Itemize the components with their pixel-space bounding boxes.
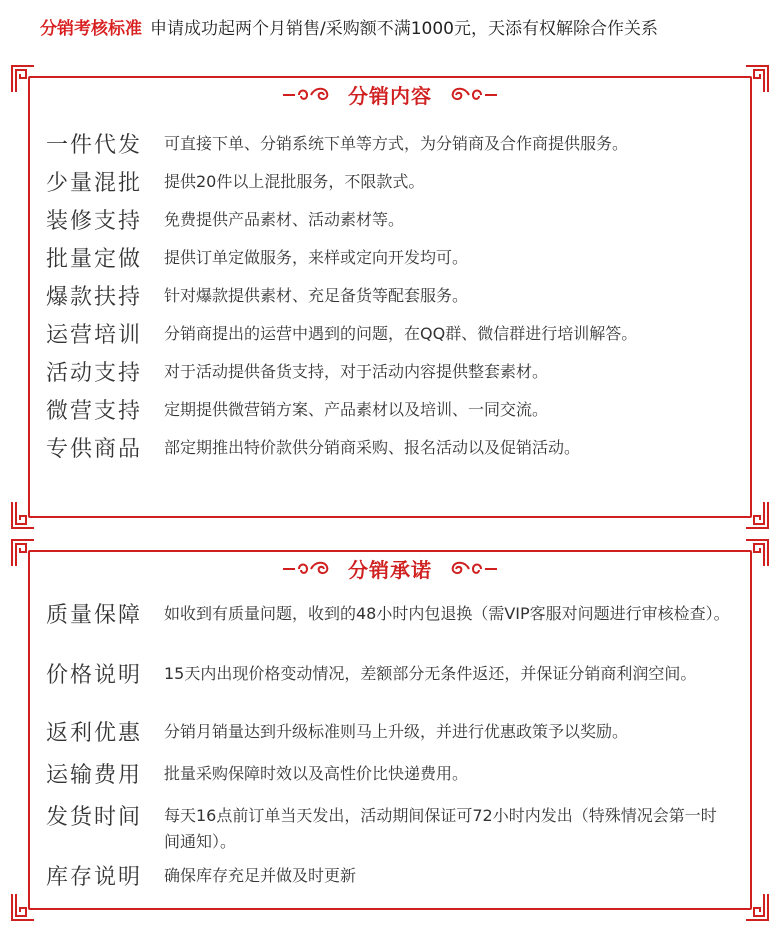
item-value: 每天16点前订单当天发出，活动期间保证可72小时内发出（特殊情况会第一时间通知）。 — [164, 806, 717, 851]
corner-ornament-icon — [10, 894, 40, 924]
item-value: 15天内出现价格变动情况，差额部分无条件返还，并保证分销商利润空间。 — [164, 664, 697, 683]
item-value: 分销商提出的运营中遇到的问题，在QQ群、微信群进行培训解答。 — [164, 324, 638, 343]
item-value: 可直接下单、分销系统下单等方式，为分销商及合作商提供服务。 — [164, 134, 629, 153]
corner-ornament-icon — [740, 502, 770, 532]
item-key: 运营培训 — [46, 323, 143, 348]
item-key: 少量混批 — [46, 171, 143, 196]
item-value: 提供20件以上混批服务，不限款式。 — [164, 172, 425, 191]
item-key: 爆款扶持 — [46, 285, 143, 310]
list-item — [46, 356, 730, 394]
item-key: 返利优惠 — [46, 721, 143, 746]
item-key: 装修支持 — [46, 209, 143, 234]
item-key: 价格说明 — [46, 663, 143, 688]
cloud-ornament-left-icon — [281, 83, 333, 107]
item-value: 定期提供微营销方案、产品素材以及培训、一同交流。 — [164, 400, 549, 419]
item-value: 针对爆款提供素材、充足备货等配套服务。 — [164, 286, 469, 305]
item-value: 分销月销量达到升级标准则马上升级，并进行优惠政策予以奖励。 — [164, 722, 629, 741]
cloud-ornament-left-icon — [281, 557, 333, 581]
item-key: 质量保障 — [46, 603, 143, 628]
item-value: 提供订单定做服务，来样或定向开发均可。 — [164, 248, 469, 267]
section-title: 分销承诺 — [348, 558, 432, 582]
list-item — [46, 394, 730, 432]
section-title: 分销内容 — [348, 84, 432, 108]
notice-text: 申请成功起两个月销售/采购额不满1000元，天添有权解除合作关系 — [150, 19, 658, 39]
corner-ornament-icon — [740, 894, 770, 924]
assessment-notice — [40, 14, 658, 44]
item-key: 活动支持 — [46, 361, 143, 386]
list-item — [46, 598, 730, 658]
list-item — [46, 860, 730, 900]
list-item — [46, 758, 730, 800]
list-item — [46, 204, 730, 242]
distribution-content-panel — [10, 62, 770, 532]
content-list — [46, 128, 730, 470]
item-value: 部定期推出特价款供分销商采购、报名活动以及促销活动。 — [164, 438, 581, 457]
distribution-promise-panel — [10, 536, 770, 924]
list-item — [46, 166, 730, 204]
item-key: 库存说明 — [46, 865, 143, 890]
list-item — [46, 318, 730, 356]
item-key: 一件代发 — [46, 133, 143, 158]
item-key: 专供商品 — [46, 437, 143, 462]
list-item — [46, 800, 730, 860]
cloud-ornament-right-icon — [447, 83, 499, 107]
list-item — [46, 280, 730, 318]
section-heading — [10, 80, 770, 120]
section-heading — [10, 554, 770, 594]
item-value: 对于活动提供备货支持，对于活动内容提供整套素材。 — [164, 362, 549, 381]
list-item — [46, 128, 730, 166]
item-value: 免费提供产品素材、活动素材等。 — [164, 210, 405, 229]
corner-ornament-icon — [10, 502, 40, 532]
item-key: 发货时间 — [46, 805, 143, 830]
list-item — [46, 716, 730, 758]
item-value: 批量采购保障时效以及高性价比快递费用。 — [164, 764, 469, 783]
notice-highlight: 分销考核标准 — [40, 19, 142, 39]
promise-list — [46, 598, 730, 900]
item-key: 批量定做 — [46, 247, 143, 272]
list-item — [46, 432, 730, 470]
list-item — [46, 658, 730, 716]
cloud-ornament-right-icon — [447, 557, 499, 581]
item-key: 运输费用 — [46, 763, 143, 788]
list-item — [46, 242, 730, 280]
item-value: 确保库存充足并做及时更新 — [164, 866, 357, 885]
item-value: 如收到有质量问题，收到的48小时内包退换（需VIP客服对问题进行审核检查）。 — [164, 604, 730, 623]
item-key: 微营支持 — [46, 399, 143, 424]
